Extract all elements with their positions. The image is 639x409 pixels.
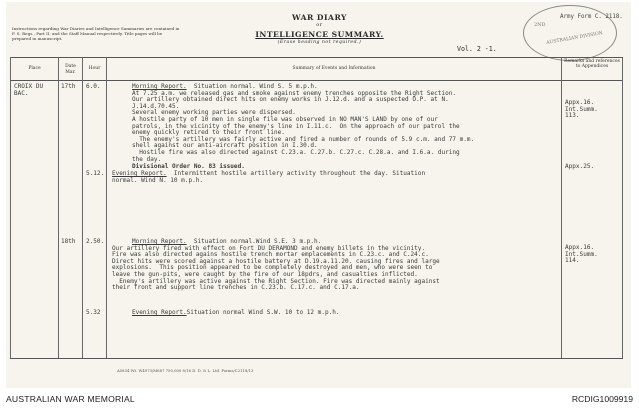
col-month: Mar. <box>65 70 76 75</box>
place-name: CROIX DU BAC. <box>14 83 44 97</box>
divisional-order: Divisional Order No. 83 issued. <box>132 163 245 170</box>
table-bottom-rule <box>10 358 623 359</box>
archive-credit: AUSTRALIAN WAR MEMORIAL <box>6 394 135 404</box>
report-line: Intermittent hostile artillery activity throughout the day. Situation normal. Wind N. 10 m.p.h. <box>112 170 426 184</box>
remark-ref: Appx.25. <box>565 163 595 170</box>
col-summary: Summary of Events and Information <box>292 66 376 71</box>
form-instructions: Instructions regarding War Diaries and Intelligence Summaries are contained in F. S. Regs., Part II. and the Staff Manual respectively. Title pages will be prepared in manuscript. <box>12 26 180 42</box>
report-heading: Evening Report. <box>112 170 167 177</box>
stamp-mark: 2ND <box>534 22 546 28</box>
printer-imprint: A5834 Wt. W4973/M687 750,000 8/16 D. D. & L. Ltd. Forms/C2118/13 <box>117 368 254 373</box>
date-18: 18th <box>61 238 76 245</box>
col-remarks: Remarks and references to Appendices <box>564 59 620 70</box>
entry-body: Our artillery fired with effect on Fort DU DERAMOND and enemy billets in the vicinity. Fire was also directed agains hostile trench mortar emplacements in C.23.c. and C.24.c. Direct hits were scored against a hostile battery at D.19.a.11.20. causing fires and large explosions. This position appeared to be completely destroyed and men, who were seen to leave the gun-pits, were caught by the fire of our 18pdrs, and casualties inflicted. Enemy's artillery was active against the Right Section. Fire was directed mainly against their front and support line trenches in C.23.b. C.17.c. and C.17.a. <box>112 244 440 292</box>
col-date: Date <box>65 64 76 69</box>
date-17: 17th <box>61 83 76 90</box>
title-note: (Erase heading not required.) <box>277 40 362 45</box>
hour-entry: 5.12. <box>86 170 105 177</box>
form-reference: Army Form C. 2118. <box>560 14 623 20</box>
entry-heading <box>112 171 425 184</box>
col-place: Place <box>28 66 41 71</box>
col-hour: Hour <box>88 66 101 71</box>
remark-ref: Appx.16. Int.Summ. 113. <box>565 99 598 120</box>
hour-entry: 2.50. <box>86 238 105 245</box>
report-line: Situation normal.Wind S.E. 3 m.p.h. <box>186 238 322 245</box>
col-rule <box>106 57 107 358</box>
volume-number: Vol. 2 -1. <box>457 45 497 53</box>
entry-heading <box>132 310 340 317</box>
table-top-rule <box>10 57 623 58</box>
col-rule <box>622 57 623 358</box>
hour-entry: 6.0. <box>86 83 101 90</box>
report-heading: Morning Report. <box>132 83 187 90</box>
remark-ref: Appx.16. Int.Summ. 114. <box>565 244 598 265</box>
col-rule <box>82 57 83 358</box>
report-heading: Morning Report. <box>132 238 187 245</box>
col-rule <box>10 57 11 358</box>
diary-sheet <box>6 2 631 388</box>
report-heading: Evening Report. <box>132 309 187 316</box>
report-line: Situation normal. Wind S. 5 m.p.h. <box>186 83 318 90</box>
title-or: or <box>316 22 323 28</box>
archive-id: RCDIG1009919 <box>571 394 633 404</box>
col-rule <box>561 57 562 358</box>
summary-title: INTELLIGENCE SUMMARY. <box>255 30 384 39</box>
col-rule <box>58 57 59 358</box>
stamp-text: AUSTRALIAN DIVISION <box>546 31 604 46</box>
entry-body: At 7.25 a.m. we released gas and smoke against enemy trenches opposite the Right Section. Our artillery obtained direct hits on enemy works in J.12.d. and a suspected O.P. at N. J.14.d.70.45. Several enemy working parties were dispersed. A hostile party of 10 men in single file was observed in NO MAN'S LAND by one of our patrols, in the vicinity of the enemy's line in I.11.c. On the approach of our patrol the enemy quickly retired to their front line. The enemy's artillery was fairly active and fired a number of rounds of 5.9 c.m. and 77 m.m. shell against our anti-aircraft position in I.30.d. Hostile fire was also directed against C.23.a. C.27.b. C.27.c. C.28.a. and I.6.a. during the day. <box>132 89 475 163</box>
header-rule <box>10 80 623 81</box>
hour-entry: 5.32 <box>86 309 101 316</box>
report-line: Situation normal Wind S.W. 10 to 12 m.p.h. <box>186 309 340 316</box>
diary-title: WAR DIARY <box>292 13 347 22</box>
